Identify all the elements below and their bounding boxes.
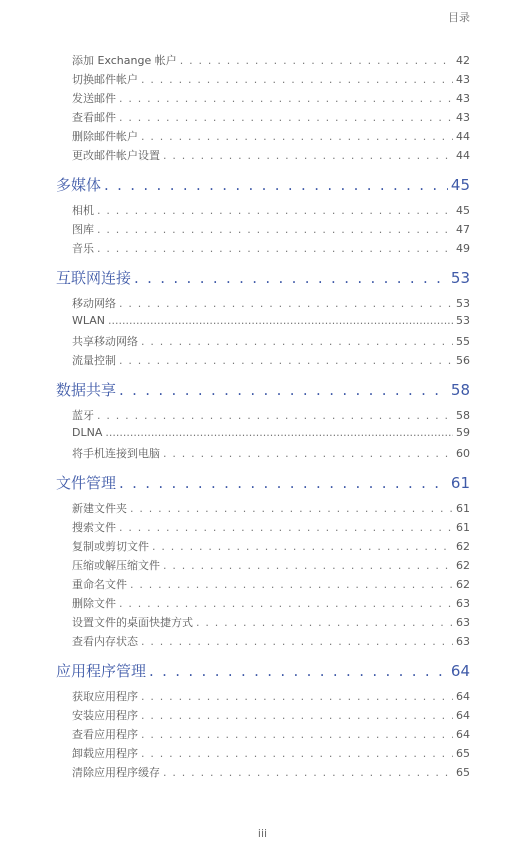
- toc-section-entry[interactable]: [56, 314, 470, 333]
- toc-entry-title: 清除应用程序缓存: [72, 766, 160, 779]
- dot-leader: [163, 766, 453, 779]
- toc-entry-title: 图库: [72, 223, 94, 236]
- dot-leader: [141, 728, 453, 741]
- toc-entry-page: 63: [456, 616, 470, 629]
- toc-entry-title: 获取应用程序: [72, 690, 138, 703]
- toc-entry-page: 64: [450, 662, 470, 680]
- toc-entry-page: 64: [456, 690, 470, 703]
- dot-leader: [149, 662, 448, 680]
- toc-entry-title: 查看邮件: [72, 111, 116, 124]
- dot-leader: [180, 54, 453, 67]
- toc-entry-page: 43: [456, 92, 470, 105]
- toc-section-entry[interactable]: [56, 519, 470, 538]
- toc-entry-title: 卸载应用程序: [72, 747, 138, 760]
- dot-leader: [108, 314, 453, 327]
- dot-leader: [119, 92, 453, 105]
- toc-entry-page: 58: [450, 381, 470, 399]
- toc-entry-title: 相机: [72, 204, 94, 217]
- toc-entry-title: 共享移动网络: [72, 335, 138, 348]
- toc-entry-title: 查看内存状态: [72, 635, 138, 648]
- toc-entry-title: 搜索文件: [72, 521, 116, 534]
- toc-section-entry[interactable]: [56, 352, 470, 371]
- toc-entry-title: 蓝牙: [72, 409, 94, 422]
- toc-entry-title: 文件管理: [56, 474, 117, 492]
- toc-section-entry[interactable]: [56, 128, 470, 147]
- dot-leader: [119, 111, 453, 124]
- toc-section-entry[interactable]: [56, 707, 470, 726]
- toc-section-entry[interactable]: [56, 295, 470, 314]
- toc-section-entry[interactable]: [56, 445, 470, 464]
- dot-leader: [119, 521, 453, 534]
- toc-chapter-entry[interactable]: [56, 660, 470, 686]
- toc-section-entry[interactable]: [56, 576, 470, 595]
- dot-leader: [141, 747, 453, 760]
- dot-leader: [141, 130, 453, 143]
- dot-leader: [119, 297, 453, 310]
- toc-entry-page: 53: [450, 269, 470, 287]
- toc-chapter-entry[interactable]: [56, 267, 470, 293]
- toc-entry-title: 删除文件: [72, 597, 116, 610]
- toc-section-entry[interactable]: [56, 221, 470, 240]
- dot-leader: [119, 597, 453, 610]
- dot-leader: [152, 540, 453, 553]
- dot-leader: [97, 242, 453, 255]
- dot-leader: [130, 502, 453, 515]
- toc-entry-page: 43: [456, 73, 470, 86]
- toc-section-entry[interactable]: [56, 71, 470, 90]
- toc-entry-title: 互联网连接: [56, 269, 132, 287]
- toc-entry-title: 新建文件夹: [72, 502, 127, 515]
- toc-entry-title: 切换邮件帐户: [72, 73, 138, 86]
- toc-entry-page: 58: [456, 409, 470, 422]
- dot-leader: [163, 447, 453, 460]
- toc-entry-page: 43: [456, 111, 470, 124]
- toc-entry-page: 61: [456, 521, 470, 534]
- toc-section-entry[interactable]: [56, 633, 470, 652]
- toc-section-entry[interactable]: [56, 109, 470, 128]
- dot-leader: [104, 176, 448, 194]
- toc-entry-title: 音乐: [72, 242, 94, 255]
- toc-entry-page: 47: [456, 223, 470, 236]
- toc-entry-title: 应用程序管理: [56, 662, 147, 680]
- toc-entry-title: 更改邮件帐户设置: [72, 149, 160, 162]
- toc-section-entry[interactable]: [56, 426, 470, 445]
- toc-entry-page: 62: [456, 578, 470, 591]
- toc-entry-title: 多媒体: [56, 176, 102, 194]
- dot-leader: [141, 690, 453, 703]
- toc-entry-page: 53: [456, 314, 470, 327]
- toc-entry-title: 查看应用程序: [72, 728, 138, 741]
- toc-entry-page: 61: [450, 474, 470, 492]
- toc-section-entry[interactable]: [56, 147, 470, 166]
- toc-section-entry[interactable]: [56, 52, 470, 71]
- dot-leader: [196, 616, 453, 629]
- toc-chapter-entry[interactable]: [56, 472, 470, 498]
- toc-entry-page: 55: [456, 335, 470, 348]
- toc-section-entry[interactable]: [56, 538, 470, 557]
- toc-entry-title: 移动网络: [72, 297, 116, 310]
- toc-entry-title: 重命名文件: [72, 578, 127, 591]
- toc-entry-title: 将手机连接到电脑: [72, 447, 160, 460]
- toc-section-entry[interactable]: [56, 500, 470, 519]
- toc-section-entry[interactable]: [56, 726, 470, 745]
- toc-entry-page: 45: [450, 176, 470, 194]
- toc-entry-title: 流量控制: [72, 354, 116, 367]
- toc-section-entry[interactable]: [56, 614, 470, 633]
- toc-chapter-entry[interactable]: [56, 379, 470, 405]
- toc-entry-title: WLAN: [72, 314, 106, 327]
- toc-entry-title: 删除邮件帐户: [72, 130, 138, 143]
- toc-entry-title: 安装应用程序: [72, 709, 138, 722]
- dot-leader: [119, 354, 453, 367]
- dot-leader: [141, 73, 453, 86]
- toc-entry-page: 44: [456, 130, 470, 143]
- toc-chapter-entry[interactable]: [56, 174, 470, 200]
- dot-leader: [141, 635, 453, 648]
- dot-leader: [119, 474, 448, 492]
- toc-section-entry[interactable]: [56, 764, 470, 783]
- toc-entry-title: 压缩或解压缩文件: [72, 559, 160, 572]
- toc-entry-page: 63: [456, 597, 470, 610]
- toc-section-entry[interactable]: [56, 407, 470, 426]
- toc-entry-title: 数据共享: [56, 381, 117, 399]
- dot-leader: [141, 335, 453, 348]
- toc-entry-page: 53: [456, 297, 470, 310]
- toc-entry-page: 45: [456, 204, 470, 217]
- toc-section-entry[interactable]: [56, 240, 470, 259]
- toc-entry-page: 65: [456, 766, 470, 779]
- dot-leader: [134, 269, 448, 287]
- toc-section-entry[interactable]: [56, 90, 470, 109]
- toc-entry-title: 添加 Exchange 帐户: [72, 54, 177, 67]
- toc-entry-page: 63: [456, 635, 470, 648]
- toc-section-entry[interactable]: [56, 202, 470, 221]
- toc-entry-page: 62: [456, 540, 470, 553]
- toc-entry-page: 49: [456, 242, 470, 255]
- dot-leader: [119, 381, 448, 399]
- toc-section-entry[interactable]: [56, 595, 470, 614]
- dot-leader: [97, 409, 453, 422]
- dot-leader: [141, 709, 453, 722]
- toc-entry-title: 发送邮件: [72, 92, 116, 105]
- toc-entry-page: 64: [456, 728, 470, 741]
- toc-section-entry[interactable]: [56, 745, 470, 764]
- toc-entry-page: 59: [456, 426, 470, 439]
- toc-entry-page: 62: [456, 559, 470, 572]
- page-number: iii: [257, 827, 268, 840]
- dot-leader: [163, 559, 453, 572]
- toc-entry-page: 64: [456, 709, 470, 722]
- dot-leader: [105, 426, 453, 439]
- toc-entry-title: 复制或剪切文件: [72, 540, 149, 553]
- toc-section-entry[interactable]: [56, 688, 470, 707]
- toc-section-entry[interactable]: [56, 557, 470, 576]
- toc-entry-page: 42: [456, 54, 470, 67]
- toc-entry-page: 60: [456, 447, 470, 460]
- dot-leader: [130, 578, 453, 591]
- dot-leader: [97, 223, 453, 236]
- toc-entry-title: 设置文件的桌面快捷方式: [72, 616, 193, 629]
- page-header-title: 目录: [448, 11, 470, 24]
- toc-entry-title: DLNA: [72, 426, 103, 439]
- toc-entry-page: 61: [456, 502, 470, 515]
- toc-section-entry[interactable]: [56, 333, 470, 352]
- dot-leader: [97, 204, 453, 217]
- dot-leader: [163, 149, 453, 162]
- toc-entry-page: 56: [456, 354, 470, 367]
- table-of-contents: [56, 52, 470, 783]
- toc-entry-page: 65: [456, 747, 470, 760]
- toc-entry-page: 44: [456, 149, 470, 162]
